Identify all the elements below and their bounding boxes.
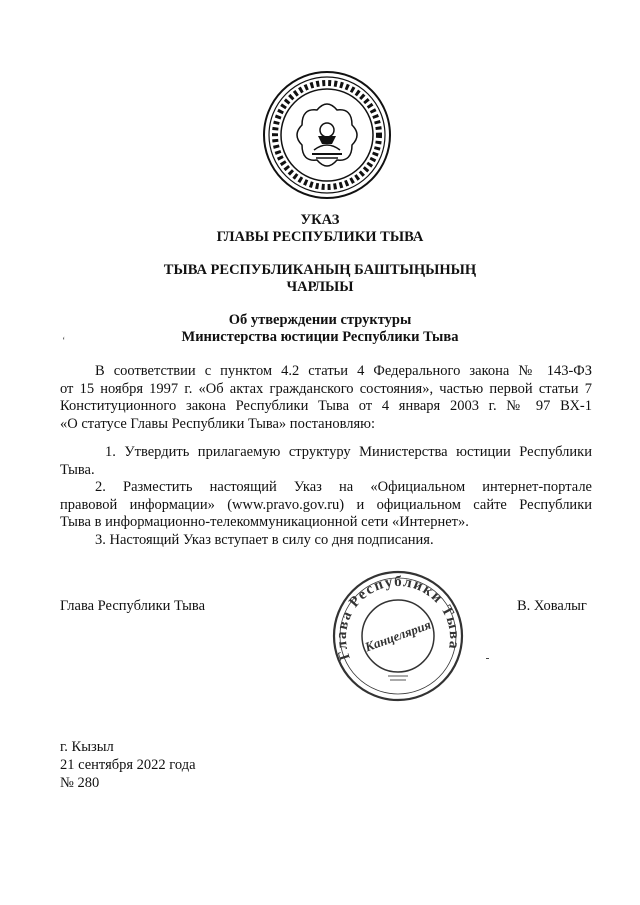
item-3 <box>60 532 592 550</box>
item-line: Тыва. <box>60 461 95 478</box>
decree-title: УКАЗ <box>300 212 340 228</box>
item-line: Тыва в информационно-телекоммуникационной сети «Интернет». <box>60 514 469 531</box>
office-stamp <box>328 566 468 706</box>
coat-of-arms-emblem <box>262 70 392 200</box>
item-line: 1. Утвердить прилагаемую структуру Министерства юстиции Республики <box>105 444 592 460</box>
signatory-name: В. Ховалыг <box>517 598 587 614</box>
decree-number: № 280 <box>60 775 100 791</box>
stray-mark <box>486 658 489 659</box>
preamble-paragraph <box>60 363 592 433</box>
signatory-position: Глава Республики Тыва <box>60 598 206 614</box>
tuvan-title-line2: ЧАРЛЫЫ <box>286 279 354 295</box>
item-2 <box>60 479 592 532</box>
item-1 <box>60 444 592 479</box>
margin-mark: ‘ <box>62 336 66 347</box>
item-line: 2. Разместить настоящий Указ на «Официальном интернет-портале <box>95 479 592 495</box>
preamble-line: Конституционного закона Республики Тыва от 4 января 2003 г. № 97 ВХ-1 <box>60 398 592 415</box>
issue-date: 21 сентября 2022 года <box>60 757 196 773</box>
stamp-inner-text: Канцелярия <box>362 616 433 655</box>
preamble-line: от 15 ноября 1997 г. «Об актах гражданского состояния», частью первой статьи 7 <box>60 380 592 397</box>
preamble-line: «О статусе Главы Республики Тыва» постановляю: <box>60 415 375 432</box>
tuvan-title-line1: ТЫВА РЕСПУБЛИКАНЫҢ БАШТЫҢЫНЫҢ <box>163 262 477 278</box>
issue-city: г. Кызыл <box>60 739 114 755</box>
item-line: правовой информации» (www.pravo.gov.ru) и официальном сайте Республики <box>60 496 592 513</box>
subject-line2: Министерства юстиции Республики Тыва <box>181 329 459 345</box>
subject-line1: Об утверждении структуры <box>228 312 412 328</box>
decree-authority: ГЛАВЫ РЕСПУБЛИКИ ТЫВА <box>216 229 424 245</box>
item-line: 3. Настоящий Указ вступает в силу со дня подписания. <box>95 532 434 548</box>
preamble-line: В соответствии с пунктом 4.2 статьи 4 Федерального закона № 143-ФЗ <box>95 363 592 379</box>
stamp-outer-text: Глава Республики Тыва <box>333 573 463 662</box>
svg-text:Глава Республики Тыва <box>334 574 462 662</box>
